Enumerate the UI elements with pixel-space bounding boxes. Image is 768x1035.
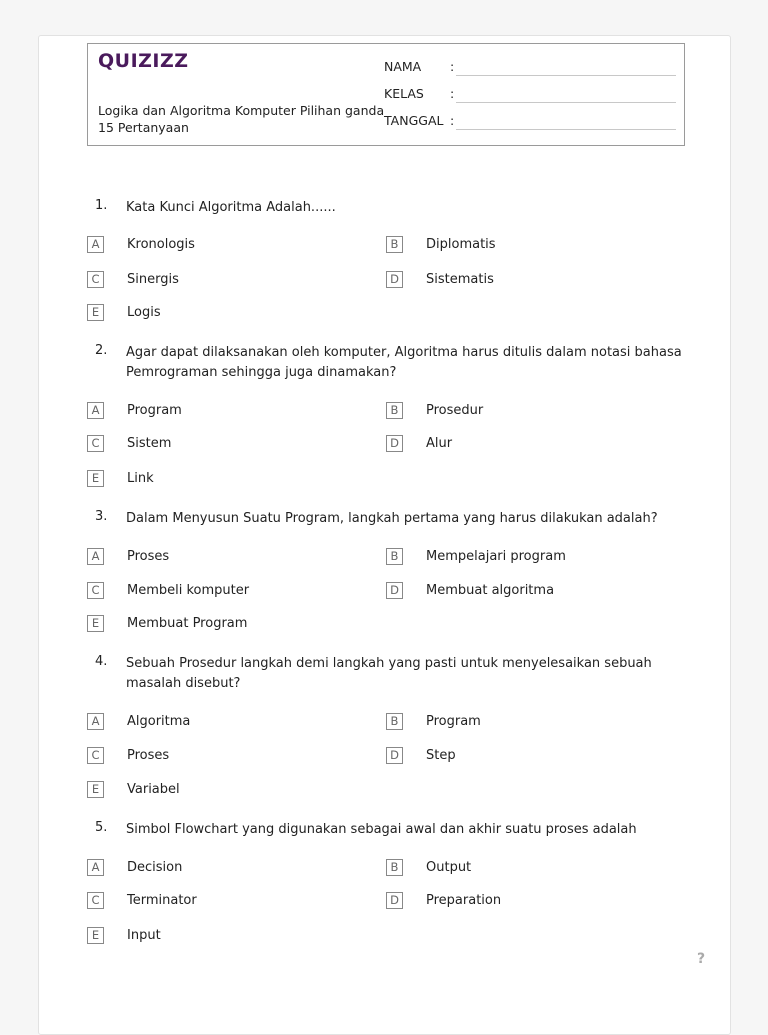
option-letter-box: D	[386, 271, 403, 288]
option-text: Input	[127, 928, 161, 943]
question-text: Simbol Flowchart yang digunakan sebagai awal dan akhir suatu proses adalah	[126, 822, 637, 837]
option-text: Output	[426, 860, 472, 875]
option-letter-box: C	[87, 271, 104, 288]
option-text: Link	[127, 471, 154, 486]
option-text: Prosedur	[426, 403, 484, 418]
option-text: Step	[426, 748, 456, 763]
option-letter-box: E	[87, 927, 104, 944]
option-letter-box: E	[87, 781, 104, 798]
question-text: Agar dapat dilaksanakan oleh komputer, Algoritma harus ditulis dalam notasi bahasa Pemrograman sehingga juga dinamakan?	[126, 345, 682, 380]
name-label: NAMA	[384, 59, 422, 74]
quizizz-logo: QUIZIZZ	[98, 50, 189, 72]
option-letter-box: E	[87, 470, 104, 487]
question-number: 5.	[95, 820, 108, 835]
option-text: Membuat algoritma	[426, 583, 555, 598]
option-letter-box: D	[386, 435, 403, 452]
option-letter-box: D	[386, 747, 403, 764]
class-colon: :	[450, 86, 455, 101]
question-number: 4.	[95, 654, 108, 669]
question-number: 3.	[95, 509, 108, 524]
question-text: Kata Kunci Algoritma Adalah......	[126, 200, 336, 215]
option-text: Membeli komputer	[127, 583, 250, 598]
name-field	[384, 59, 676, 77]
option-letter-box: C	[87, 582, 104, 599]
option-letter-box: B	[386, 548, 403, 565]
option-text: Variabel	[127, 782, 180, 797]
date-line	[456, 129, 676, 130]
option-text: Membuat Program	[127, 616, 248, 631]
option-text: Kronologis	[127, 237, 195, 252]
option-text: Sinergis	[127, 272, 179, 287]
option-text: Sistematis	[426, 272, 494, 287]
class-label: KELAS	[384, 86, 424, 101]
option-text: Decision	[127, 860, 183, 875]
worksheet-page	[38, 35, 731, 1035]
date-colon: :	[450, 113, 455, 128]
option-letter-box: D	[386, 892, 403, 909]
question-number: 1.	[95, 198, 108, 213]
option-letter-box: B	[386, 713, 403, 730]
option-letter-box: C	[87, 892, 104, 909]
question-text: Dalam Menyusun Suatu Program, langkah pertama yang harus dilakukan adalah?	[126, 511, 658, 526]
option-letter-box: A	[87, 859, 104, 876]
option-text: Sistem	[127, 436, 172, 451]
option-letter-box: C	[87, 747, 104, 764]
option-text: Logis	[127, 305, 161, 320]
option-text: Diplomatis	[426, 237, 496, 252]
worksheet-header	[87, 43, 685, 146]
name-colon: :	[450, 59, 455, 74]
option-text: Program	[127, 403, 182, 418]
option-text: Terminator	[127, 893, 197, 908]
class-line	[456, 102, 676, 103]
name-line	[456, 75, 676, 76]
option-text: Alur	[426, 436, 453, 451]
option-text: Preparation	[426, 893, 502, 908]
option-text: Algoritma	[127, 714, 191, 729]
option-letter-box: B	[386, 859, 403, 876]
option-letter-box: A	[87, 548, 104, 565]
quiz-title: Logika dan Algoritma Komputer Pilihan ganda	[98, 103, 385, 118]
class-field	[384, 86, 676, 104]
date-field	[384, 113, 676, 131]
question-number: 2.	[95, 343, 108, 358]
date-label: TANGGAL	[384, 113, 444, 128]
option-text: Proses	[127, 748, 170, 763]
option-text: Program	[426, 714, 481, 729]
question-mark-icon[interactable]: ?	[697, 951, 706, 967]
option-text: Proses	[127, 549, 170, 564]
option-letter-box: A	[87, 402, 104, 419]
option-letter-box: E	[87, 304, 104, 321]
option-letter-box: E	[87, 615, 104, 632]
question-count: 15 Pertanyaan	[98, 120, 189, 135]
option-letter-box: B	[386, 402, 403, 419]
option-letter-box: D	[386, 582, 403, 599]
question-text: Sebuah Prosedur langkah demi langkah yang pasti untuk menyelesaikan sebuah masalah disebut?	[126, 656, 652, 691]
option-letter-box: C	[87, 435, 104, 452]
option-letter-box: B	[386, 236, 403, 253]
option-text: Mempelajari program	[426, 549, 566, 564]
option-letter-box: A	[87, 236, 104, 253]
option-letter-box: A	[87, 713, 104, 730]
